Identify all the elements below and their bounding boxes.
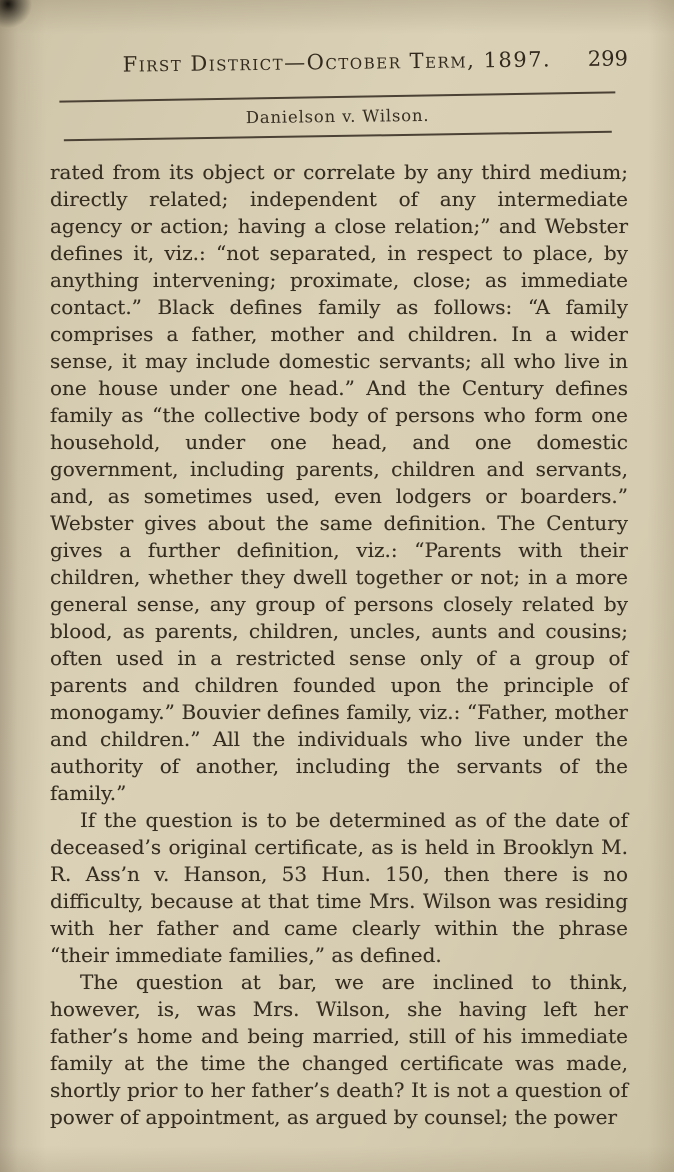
- page-header: [0, 0, 674, 141]
- page-number: 299: [587, 46, 629, 71]
- header-rule-top: [59, 91, 615, 102]
- opinion-body: [0, 137, 674, 1131]
- paragraph-question-at-bar: The question at bar, we are inclined to think, however, is, was Mrs. Wilson, she having left her father’s home and being married, still of his immediate family at the time the changed certificate was made, shortly prior to her father’s death? It is not a question of power of appointment, as argued by counsel; the power: [50, 970, 628, 1129]
- running-head-title: First District—October Term, 1897.: [122, 47, 552, 77]
- paragraph-continuation: rated from its object or correlate by any third medium; directly related; independent of any intermediate agency or action; having a close relation;” and Webster defines it, viz.: “not separated, in respect to place, by anything intervening; proximate, close; as immediate contact.” Black defines family as follows: “A family comprises a father, mother and children. In a wider sense, it may include domestic servants; all who live in one house under one head.” And the Century defines family as “the collective body of persons who form one household, under one head, and one domestic government, including parents, children and servants, and, as sometimes used, even lodgers or boarders.” Webster gives about the same definition. The Century gives a further definition, viz.: “Parents with their children, whether they dwell together or not; in a more general sense, any group of persons closely related by blood, as parents, children, uncles, aunts and cousins; often used in a restricted sense only of a group of parents and children founded upon the principle of monogamy.” Bouvier defines family, viz.: “Father, mother and children.” All the individuals who live under the authority of another, including the servants of the family.”: [50, 160, 628, 805]
- case-name: Danielson v. Wilson.: [245, 105, 430, 128]
- paragraph-question-date: If the question is to be determined as of the date of deceased’s original certificate, as is held in Brooklyn M. R. Ass’n v. Hanson, 53 Hun. 150, then there is no difficulty, because at that time Mrs. Wilson was residing with her father and came clearly within the phrase “their immediate families,” as defined.: [50, 808, 628, 967]
